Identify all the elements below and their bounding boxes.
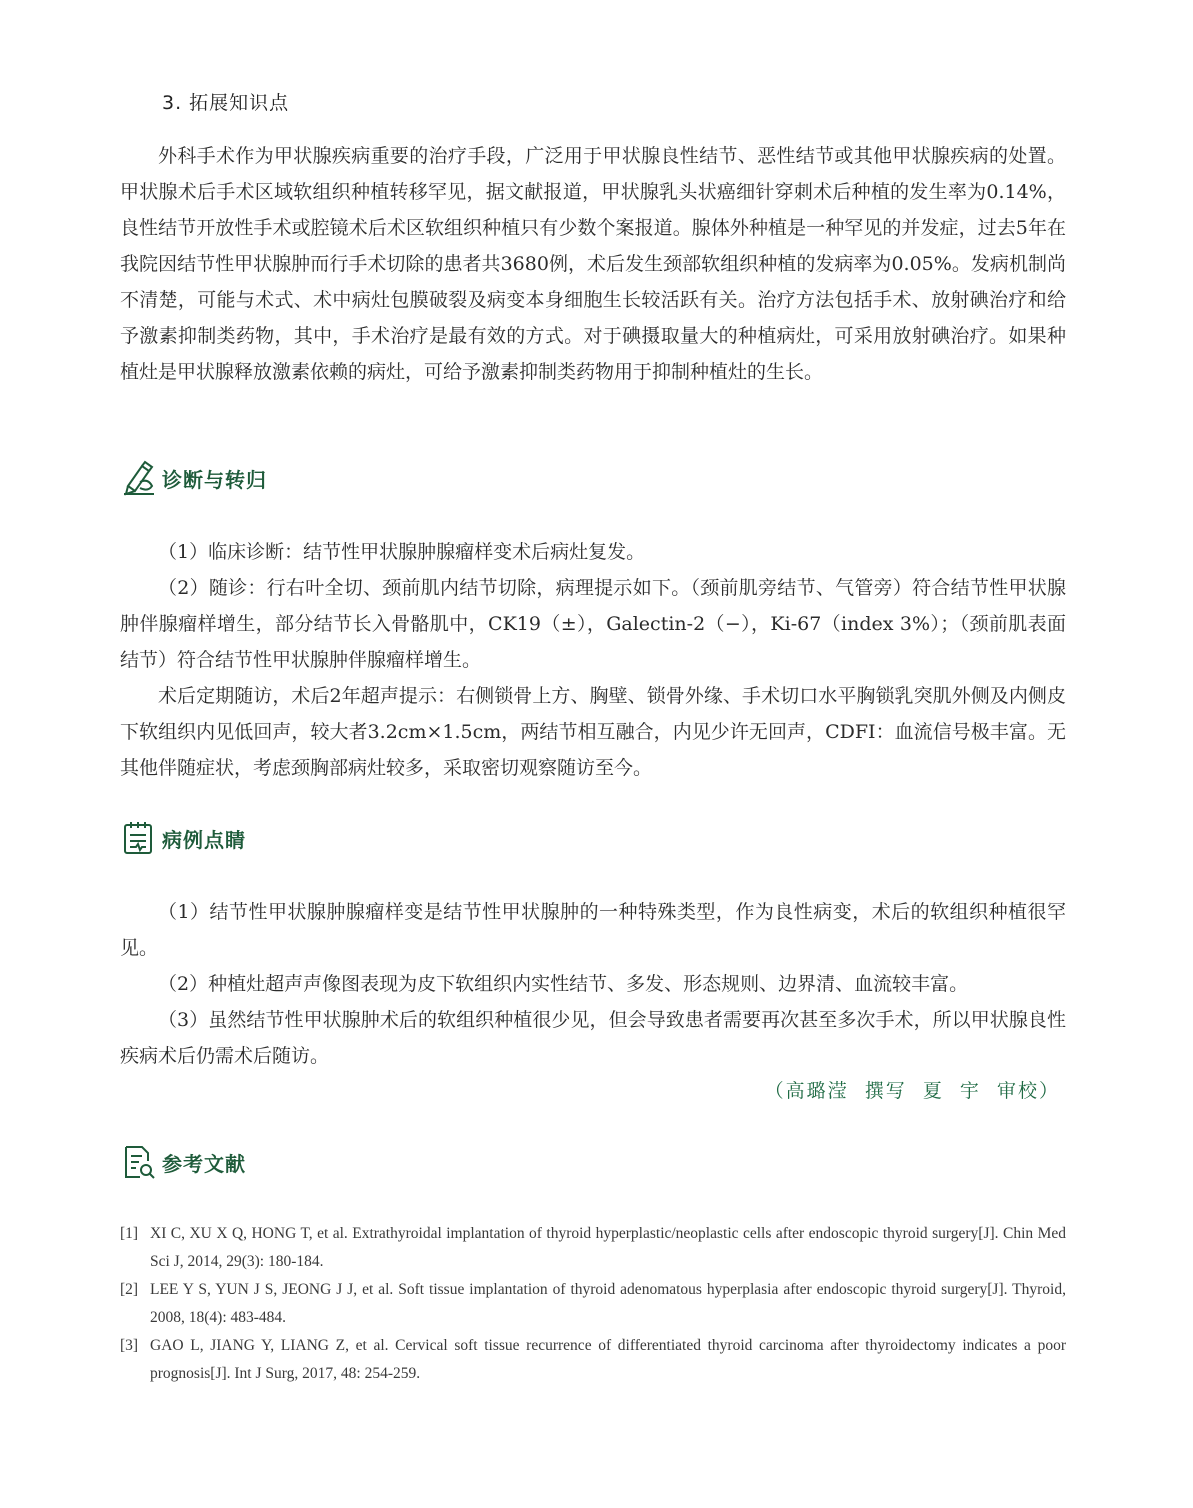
reference-text: GAO L, JIANG Y, LIANG Z, et al. Cervical soft tissue recurrence of differentiated thyroid carcinoma after thyroidectomy indicates a poor prognosis[J]. Int J Surg, 2017, 48: 254-259. <box>150 1337 1066 1382</box>
reference-text: LEE Y S, YUN J S, JEONG J J, et al. Soft tissue implantation of thyroid adenomatous hyperplasia after endoscopic thyroid surgery[J]. Thyroid, 2008, 18(4): 483-484. <box>150 1281 1066 1326</box>
reference-number: [2] <box>120 1281 139 1298</box>
reference-item <box>120 1276 1066 1332</box>
section-references-title: 参考文献 <box>162 1151 246 1176</box>
section-references-heading <box>122 1142 246 1182</box>
diagnosis-paragraph-1: （1）临床诊断：结节性甲状腺肿腺瘤样变术后病灶复发。 <box>158 541 646 563</box>
pencil-icon <box>122 460 156 496</box>
case-points-paragraph-2: （2）种植灶超声声像图表现为皮下软组织内实性结节、多发、形态规则、边界清、血流较丰富。 <box>158 973 969 995</box>
case-points-paragraph-1: （1）结节性甲状腺肿腺瘤样变是结节性甲状腺肿的一种特殊类型，作为良性病变，术后的软组织种植很罕见。 <box>120 901 1066 959</box>
notepad-icon <box>122 820 156 856</box>
reference-item <box>120 1332 1066 1388</box>
case-points-paragraph-3: （3）虽然结节性甲状腺肿术后的软组织种植很少见，但会导致患者需要再次甚至多次手术，所以甲状腺良性疾病术后仍需术后随访。 <box>120 1009 1066 1067</box>
diagnosis-paragraph-2: （2）随诊：行右叶全切、颈前肌内结节切除，病理提示如下。（颈前肌旁结节、气管旁）符合结节性甲状腺肿伴腺瘤样增生，部分结节长入骨骼肌中，CK19（±），Galectin-2（−），Ki-67（index 3%）；（颈前肌表面结节）符合结节性甲状腺肿伴腺瘤样增生。 <box>120 577 1066 671</box>
reference-number: [1] <box>120 1225 139 1242</box>
section-diagnosis-heading <box>122 458 267 498</box>
reference-number: [3] <box>120 1337 139 1354</box>
section-case-points-title: 病例点睛 <box>162 827 246 852</box>
extension-paragraph: 外科手术作为甲状腺疾病重要的治疗手段，广泛用于甲状腺良性结节、恶性结节或其他甲状腺疾病的处置。甲状腺术后手术区域软组织种植转移罕见，据文献报道，甲状腺乳头状癌细针穿刺术后种植的发生率为0.14%，良性结节开放性手术或腔镜术后术区软组织种植只有少数个案报道。腺体外种植是一种罕见的并发症，过去5年在我院因结节性甲状腺肿而行手术切除的患者共3680例，术后发生颈部软组织种植的发病率为0.05%。发病机制尚不清楚，可能与术式、术中病灶包膜破裂及病变本身细胞生长较活跃有关。治疗方法包括手术、放射碘治疗和给予激素抑制类药物，其中，手术治疗是最有效的方式。对于碘摄取量大的种植病灶，可采用放射碘治疗。如果种植灶是甲状腺释放激素依赖的病灶，可给予激素抑制类药物用于抑制种植灶的生长。 <box>120 145 1066 383</box>
subheading-extension: 3. 拓展知识点 <box>162 92 290 114</box>
author-signature: （高璐滢 撰写 夏 宇 审校） <box>764 1080 1060 1102</box>
section-case-points-heading <box>122 818 246 858</box>
reference-text: XI C, XU X Q, HONG T, et al. Extrathyroidal implantation of thyroid hyperplastic/neoplastic cells after endoscopic thyroid surgery[J]. Chin Med Sci J, 2014, 29(3): 180-184. <box>150 1225 1066 1270</box>
reference-list <box>120 1220 1066 1388</box>
document-search-icon <box>122 1144 156 1180</box>
section-diagnosis-title: 诊断与转归 <box>162 467 267 492</box>
reference-item <box>120 1220 1066 1276</box>
diagnosis-paragraph-3: 术后定期随访，术后2年超声提示：右侧锁骨上方、胸壁、锁骨外缘、手术切口水平胸锁乳突肌外侧及内侧皮下软组织内见低回声，较大者3.2cm×1.5cm，两结节相互融合，内见少许无回声，CDFI：血流信号极丰富。无其他伴随症状，考虑颈胸部病灶较多，采取密切观察随访至今。 <box>120 685 1066 779</box>
